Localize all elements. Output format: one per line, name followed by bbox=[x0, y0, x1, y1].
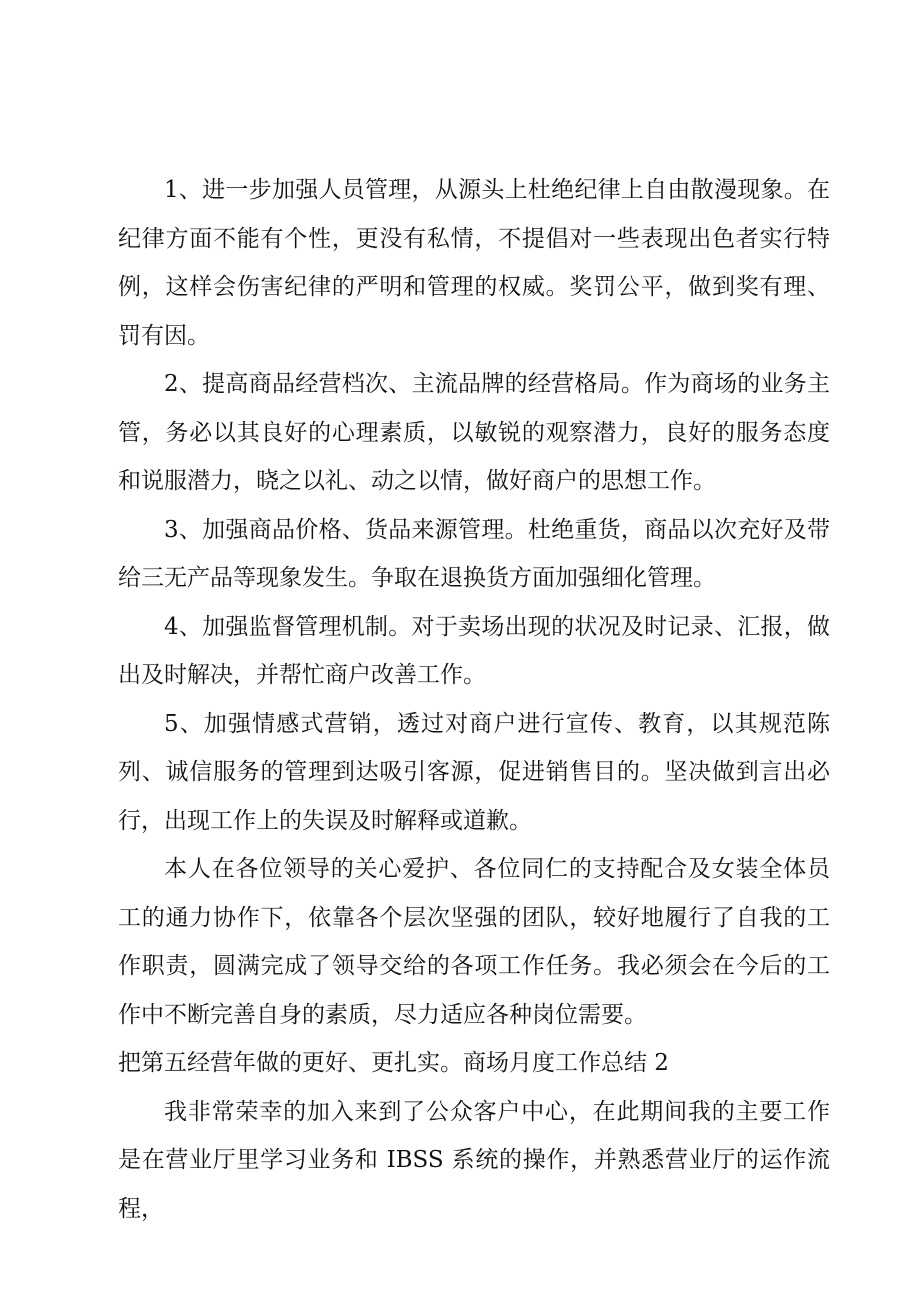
paragraph-next-report: 我非常荣幸的加入来到了公众客户中心，在此期间我的主要工作是在营业厅里学习业务和 IBSS 系统的操作，并熟悉营业厅的运作流程， bbox=[118, 1098, 830, 1222]
paragraph-summary: 本人在各位领导的关心爱护、各位同仁的支持配合及女装全体员工的通力协作下，依靠各个层次坚强的团队，较好地履行了自我的工作职责，圆满完成了领导交给的各项工作任务。我必须会在今后的工作中不断完善自身的素质，尽力适应各种岗位需要。 bbox=[118, 856, 830, 1028]
paragraph-2: 2、提高商品经营档次、主流品牌的经营格局。作为商场的业务主管，务必以其良好的心理素质，以敏锐的观察潜力，良好的服务态度和说服潜力，晓之以礼、动之以情，做好商户的思想工作。 bbox=[118, 371, 830, 494]
paragraph-1: 1、进一步加强人员管理，从源头上杜绝纪律上自由散漫现象。在纪律方面不能有个性，更没有私情，不提倡对一些表现出色者实行特例，这样会伤害纪律的严明和管理的权威。奖罚公平，做到奖有理、罚有因。 bbox=[118, 177, 830, 349]
paragraph-4: 4、加强监督管理机制。对于卖场出现的状况及时记录、汇报，做出及时解决，并帮忙商户改善工作。 bbox=[118, 613, 830, 688]
document-body bbox=[118, 166, 830, 1233]
closing-line: 把第五经营年做的更好、更扎实。商场月度工作总结 2 bbox=[118, 1050, 669, 1076]
paragraph-5: 5、加强情感式营销，透过对商户进行宣传、教育，以其规范陈列、诚信服务的管理到达吸引客源，促进销售目的。坚决做到言出必行，出现工作上的失误及时解释或道歉。 bbox=[118, 710, 830, 834]
paragraph-3: 3、加强商品价格、货品来源管理。杜绝重货，商品以次充好及带给三无产品等现象发生。争取在退换货方面加强细化管理。 bbox=[118, 516, 830, 591]
